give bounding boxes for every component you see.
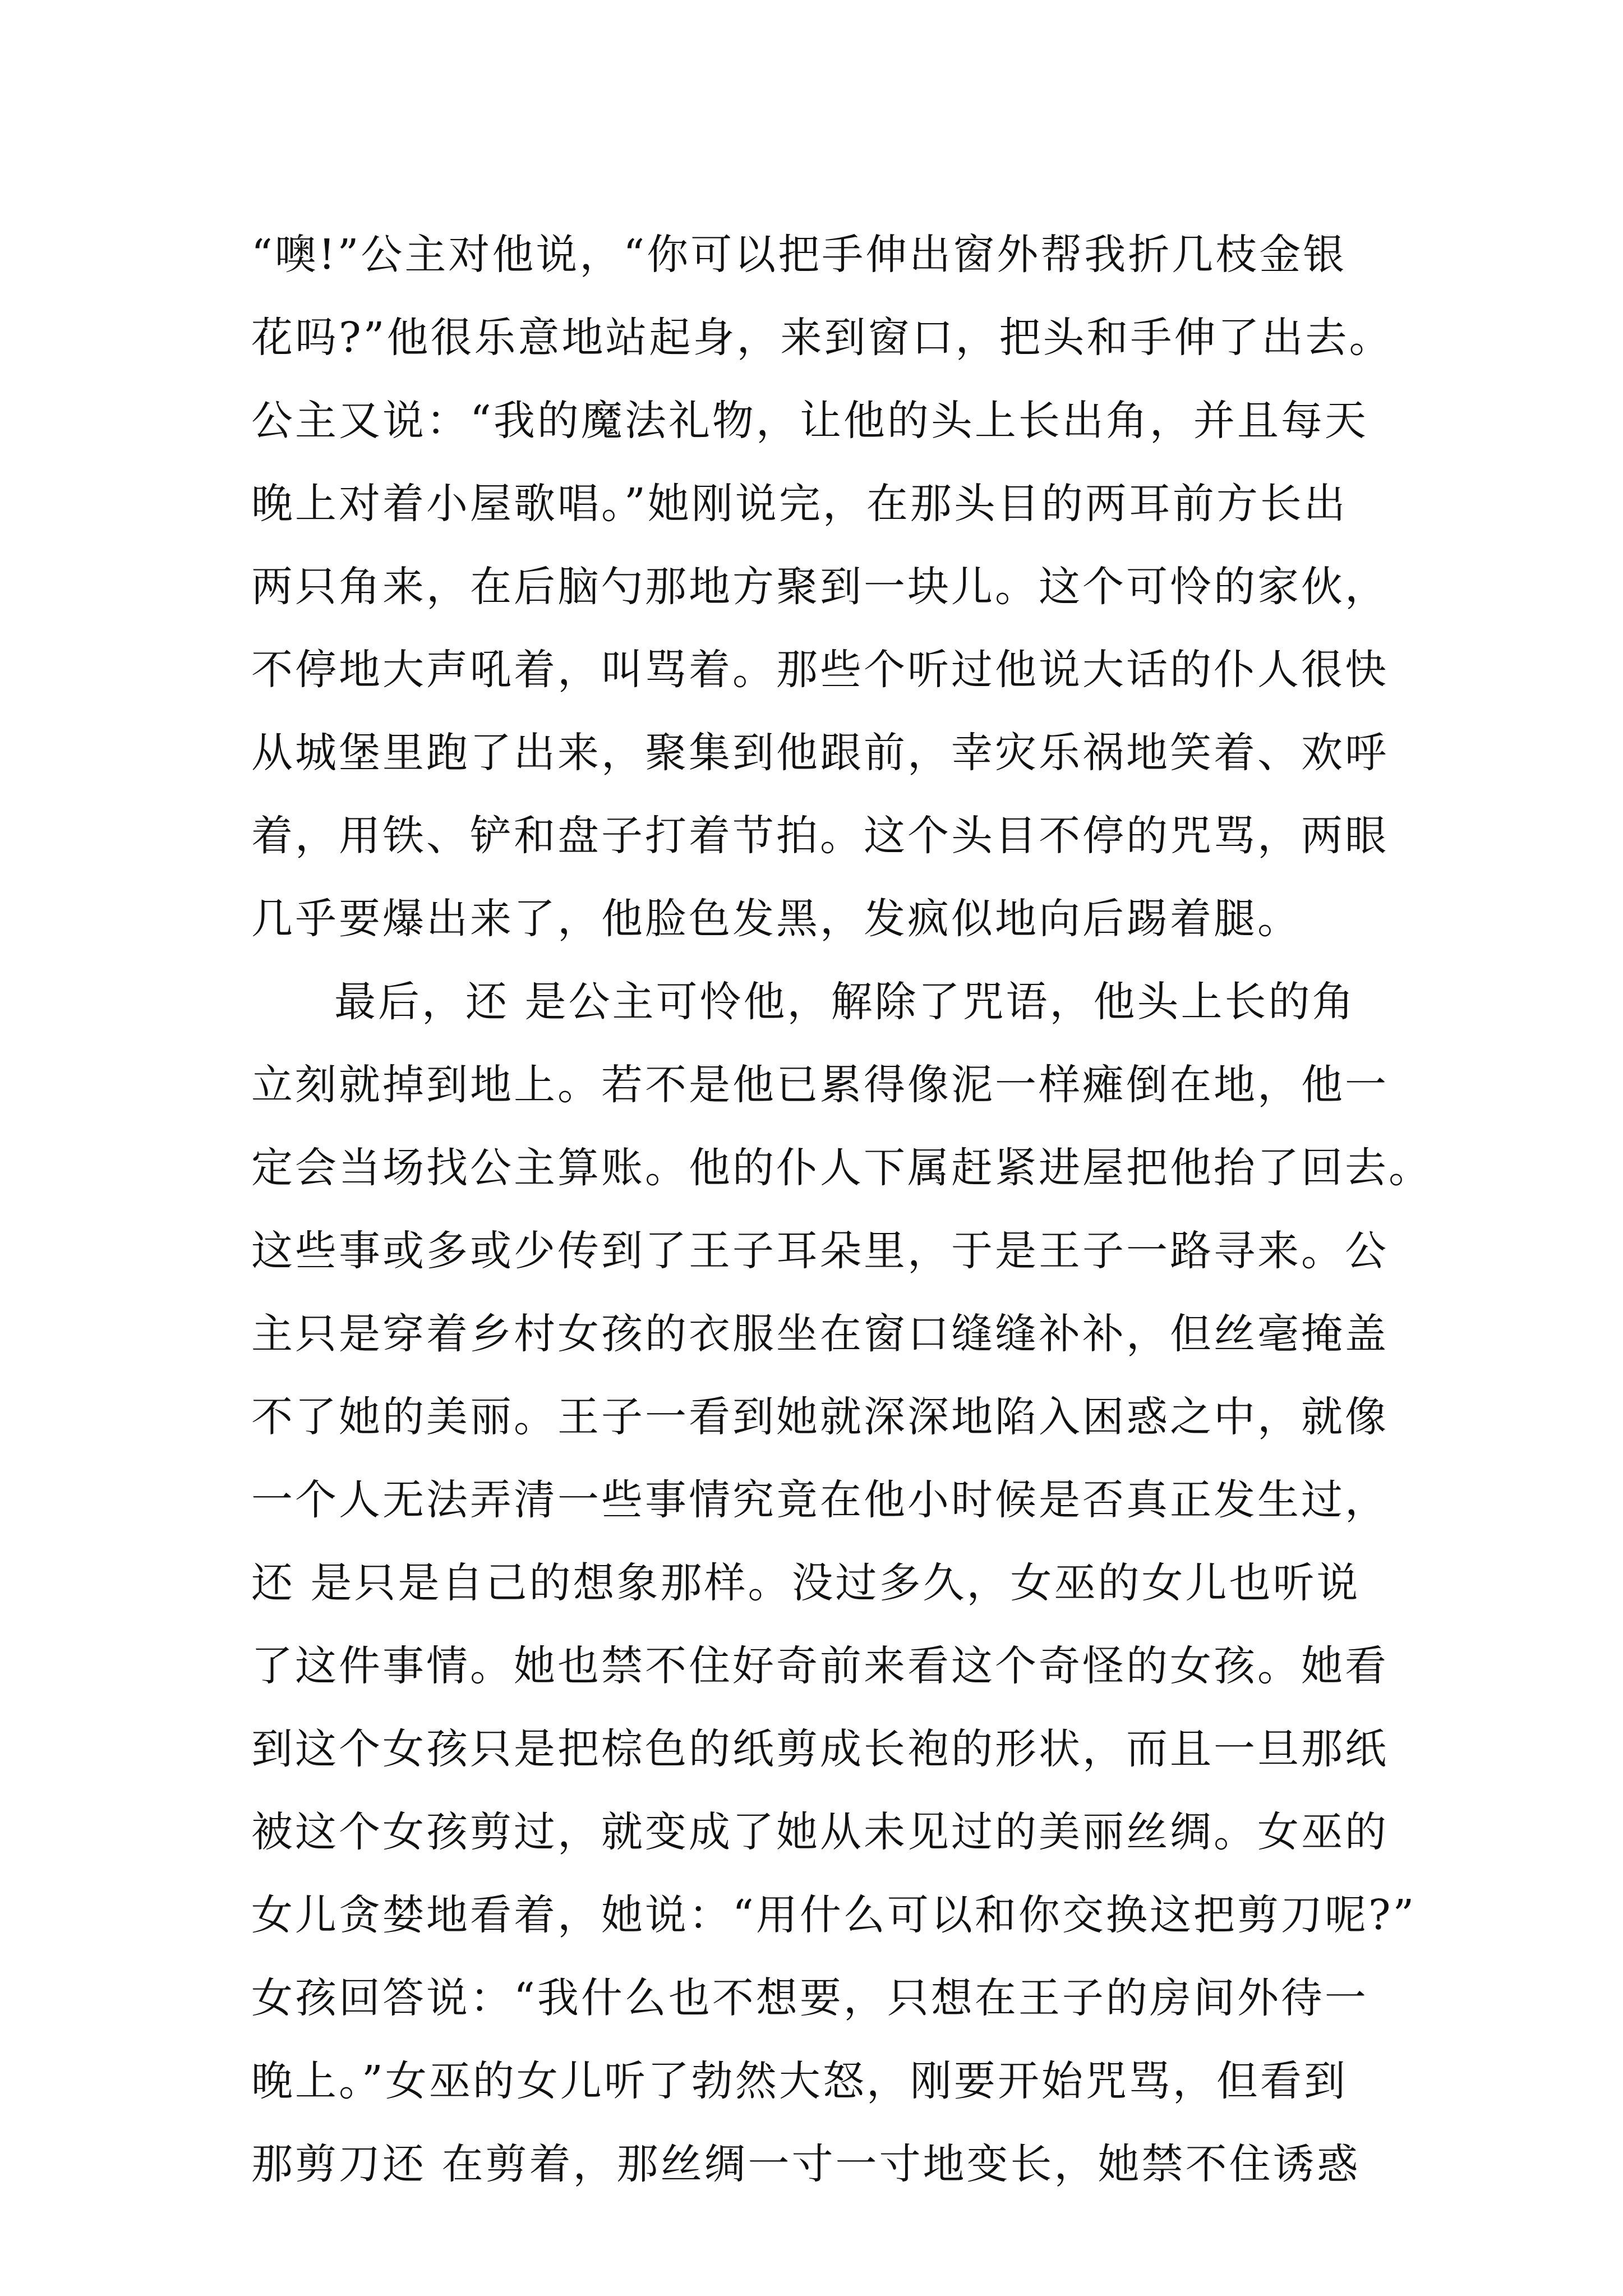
text-line: 从城堡里跑了出来，聚集到他跟前，幸灾乐祸地笑着、欢呼 xyxy=(251,729,1389,777)
text-line: 到这个女孩只是把棕色的纸剪成长袍的形状，而且一旦那纸 xyxy=(251,1725,1389,1773)
text-line: 公主又说：“我的魔法礼物，让他的头上长出角，并且每天 xyxy=(251,397,1368,445)
text-line: 不了她的美丽。王子一看到她就深深地陷入困惑之中，就像 xyxy=(251,1393,1389,1441)
text-line: 花吗?”他很乐意地站起身，来到窗口，把头和手伸了出去。 xyxy=(251,314,1393,362)
text-line: 晚上。”女巫的女儿听了勃然大怒，刚要开始咒骂，但看到 xyxy=(251,2057,1348,2105)
text-line: 那剪刀还 在剪着，那丝绸一寸一寸地变长，她禁不住诱惑 xyxy=(251,2140,1361,2188)
text-line: 还 是只是自己的想象那样。没过多久，女巫的女儿也听说 xyxy=(251,1559,1361,1607)
text-line: 几乎要爆出来了，他脸色发黑，发疯似地向后踢着腿。 xyxy=(251,895,1301,943)
text-line: 不停地大声吼着，叫骂着。那些个听过他说大话的仆人很快 xyxy=(251,646,1389,694)
text-line: 一个人无法弄清一些事情究竟在他小时候是否真正发生过， xyxy=(251,1476,1389,1524)
text-line: 定会当场找公主算账。他的仆人下属赶紧进屋把他抬了回去。 xyxy=(251,1144,1432,1192)
document-body-text xyxy=(251,213,1432,2206)
text-line: 两只角来，在后脑勺那地方聚到一块儿。这个可怜的家伙， xyxy=(251,563,1389,611)
text-line: 晚上对着小屋歌唱。”她刚说完，在那头目的两耳前方长出 xyxy=(251,480,1348,528)
text-line: 这些事或多或少传到了王子耳朵里，于是王子一路寻来。公 xyxy=(251,1227,1389,1275)
text-line: 被这个女孩剪过，就变成了她从未见过的美丽丝绸。女巫的 xyxy=(251,1808,1389,1856)
text-line: 着，用铁、铲和盘子打着节拍。这个头目不停的咒骂，两眼 xyxy=(251,812,1389,860)
text-line: 女儿贪婪地看着，她说：“用什么可以和你交换这把剪刀呢?” xyxy=(251,1891,1417,1939)
text-line: 立刻就掉到地上。若不是他已累得像泥一样瘫倒在地，他一 xyxy=(251,1061,1389,1109)
text-line: 主只是穿着乡村女孩的衣服坐在窗口缝缝补补，但丝毫掩盖 xyxy=(251,1310,1389,1358)
text-line: 女孩回答说：“我什么也不想要，只想在王子的房间外待一 xyxy=(251,1974,1368,2022)
text-line: “噢!”公主对他说，“你可以把手伸出窗外帮我折几枝金银 xyxy=(251,231,1347,279)
paragraph-start-line: 最后，还 是公主可怜他，解除了咒语，他头上长的角 xyxy=(334,978,1356,1026)
text-line: 了这件事情。她也禁不住好奇前来看这个奇怪的女孩。她看 xyxy=(251,1642,1389,1690)
